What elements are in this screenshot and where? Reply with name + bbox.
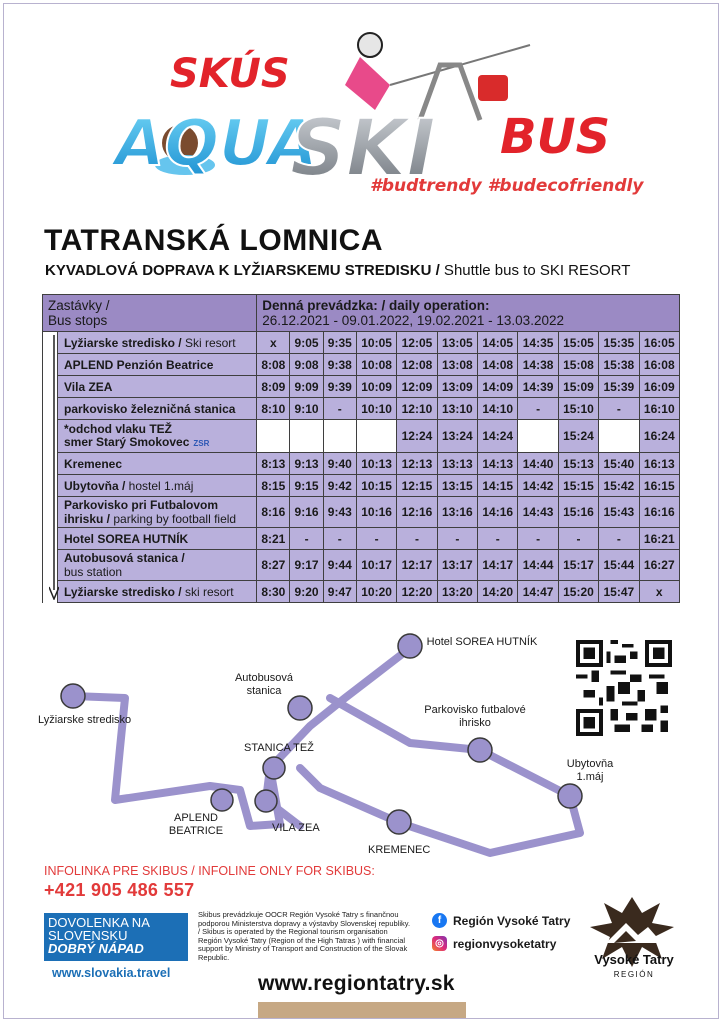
departure-time-cell: 8:21	[257, 528, 290, 550]
stop-name-en: ski resort	[181, 584, 234, 599]
departure-time-cell: 9:10	[290, 398, 323, 420]
timetable-row	[43, 528, 680, 550]
operator-note: Skibus prevádzkuje OOCR Región Vysoké Tatry s finančnou podporou Ministerstva dopravy a výstavby Slovenskej republiky. / Skibus is operated by the Regional tourism organisation Región Vysoké Tatry (Region of the High Tatras ) with financial support by Ministry of Transport and Construction of the Slovak Republic.	[198, 910, 411, 962]
departure-time-cell: -	[290, 528, 323, 550]
stop-bus-station	[288, 696, 312, 720]
departure-time-cell: 15:47	[599, 581, 639, 603]
stop-name-cell	[58, 497, 257, 528]
instagram-icon: ◎	[432, 936, 447, 951]
timetable-row	[43, 497, 680, 528]
facebook-label: Región Vysoké Tatry	[453, 913, 571, 928]
stop-hotel-sorea	[398, 634, 422, 658]
departure-time-cell: 9:44	[323, 550, 356, 581]
badge-line-1: DOVOLENKA NA	[48, 915, 150, 930]
departure-time-cell: 14:42	[518, 475, 558, 497]
header-stops	[43, 295, 257, 332]
direction-arrow-icon	[49, 335, 59, 600]
departure-time-cell: 8:08	[257, 354, 290, 376]
departure-time-cell: 9:42	[323, 475, 356, 497]
stop-name-cell	[58, 376, 257, 398]
stop-name-sk: Parkovisko pri Futbalovom	[64, 498, 219, 512]
departure-time-cell: 14:47	[518, 581, 558, 603]
stop-hostel	[558, 784, 582, 808]
departure-time-cell: 14:15	[478, 475, 518, 497]
departure-time-cell: 15:10	[558, 398, 598, 420]
stop-name-cell	[58, 581, 257, 603]
timetable-row	[43, 420, 680, 453]
departure-time-cell: 15:20	[558, 581, 598, 603]
subtitle-en: Shuttle bus to SKI RESORT	[439, 262, 631, 279]
departure-time-cell: -	[558, 528, 598, 550]
departure-time-cell: 9:47	[323, 581, 356, 603]
departure-time-cell: 12:17	[397, 550, 437, 581]
page-title: TATRANSKÁ LOMNICA	[44, 224, 384, 257]
departure-time-cell: 15:39	[599, 376, 639, 398]
departure-time-cell: 12:13	[397, 453, 437, 475]
departure-time-cell	[599, 420, 639, 453]
departure-time-cell: 10:13	[356, 453, 396, 475]
timetable-row	[43, 376, 680, 398]
website-link[interactable]: www.regiontatry.sk	[258, 972, 455, 995]
departure-time-cell: 15:44	[599, 550, 639, 581]
stop-name-en: Ski resort	[181, 335, 236, 350]
departure-time-cell: 16:05	[639, 332, 679, 354]
departure-time-cell: 15:08	[558, 354, 598, 376]
departure-time-cell: 13:10	[437, 398, 477, 420]
departure-time-cell: 14:05	[478, 332, 518, 354]
departure-time-cell: -	[323, 398, 356, 420]
departure-time-cell: 15:24	[558, 420, 598, 453]
departure-time-cell: 13:17	[437, 550, 477, 581]
departure-time-cell	[356, 420, 396, 453]
departure-time-cell: 10:20	[356, 581, 396, 603]
departure-time-cell: 16:10	[639, 398, 679, 420]
departure-time-cell: 8:15	[257, 475, 290, 497]
departure-time-cell: 8:13	[257, 453, 290, 475]
timetable-row	[43, 475, 680, 497]
departure-time-cell: -	[437, 528, 477, 550]
departure-time-cell: 16:21	[639, 528, 679, 550]
header-stops-en: Bus stops	[48, 313, 108, 328]
departure-time-cell: 14:10	[478, 398, 518, 420]
departure-time-cell: 14:17	[478, 550, 518, 581]
departure-time-cell: 9:08	[290, 354, 323, 376]
departure-time-cell: -	[518, 398, 558, 420]
infoline-phone[interactable]: +421 905 486 557	[44, 880, 195, 900]
departure-time-cell: 10:15	[356, 475, 396, 497]
stop-name-en: bus station	[64, 565, 123, 579]
departure-time-cell: 14:39	[518, 376, 558, 398]
departure-time-cell: 14:20	[478, 581, 518, 603]
departure-time-cell: 14:40	[518, 453, 558, 475]
map-label-bus-station: Autobusová stanica	[234, 672, 294, 697]
departure-time-cell: -	[478, 528, 518, 550]
stop-parking-football	[468, 738, 492, 762]
stop-name-sk: Ubytovňa /	[64, 478, 126, 493]
departure-time-cell: 9:39	[323, 376, 356, 398]
departure-time-cell: 12:10	[397, 398, 437, 420]
departure-time-cell: 15:13	[558, 453, 598, 475]
stop-stanica-tez	[263, 757, 285, 779]
departure-time-cell: 13:05	[437, 332, 477, 354]
map-label-stanica-tez: STANICA TEŽ	[244, 742, 314, 754]
badge-line-3: DOBRÝ NÁPAD	[48, 941, 144, 956]
departure-time-cell: 12:24	[397, 420, 437, 453]
stop-name-cell	[58, 475, 257, 497]
region-name: Vysoké Tatry	[594, 952, 674, 967]
stop-kremenec	[387, 810, 411, 834]
stop-name-cell	[58, 453, 257, 475]
svg-text:SKI: SKI	[290, 104, 436, 194]
slovakia-travel-link[interactable]: www.slovakia.travel	[52, 966, 171, 980]
timetable-row	[43, 332, 680, 354]
stop-name-sk: APLEND Penzión Beatrice	[64, 357, 214, 372]
stop-name-sk-line2: smer Starý Smokovec	[64, 434, 190, 449]
departure-time-cell: 14:38	[518, 354, 558, 376]
map-label-hostel: Ubytovňa 1.máj	[566, 758, 614, 783]
timetable-row	[43, 354, 680, 376]
departure-time-cell: 9:05	[290, 332, 323, 354]
stop-name-cell	[58, 550, 257, 581]
header-operation-dates: 26.12.2021 - 09.01.2022, 19.02.2021 - 13.03.2022	[262, 313, 564, 328]
departure-time-cell: 14:35	[518, 332, 558, 354]
departure-time-cell: 14:08	[478, 354, 518, 376]
departure-time-cell: 8:10	[257, 398, 290, 420]
stop-name-sk: Kremenec	[64, 456, 123, 471]
departure-time-cell: x	[257, 332, 290, 354]
svg-text:BUS: BUS	[500, 109, 611, 165]
departure-time-cell: 16:15	[639, 475, 679, 497]
departure-time-cell: -	[323, 528, 356, 550]
departure-time-cell: 9:16	[290, 497, 323, 528]
qr-code[interactable]	[576, 640, 672, 736]
departure-time-cell: 13:24	[437, 420, 477, 453]
stop-name-sk: Lyžiarske stredisko /	[64, 335, 182, 350]
departure-time-cell: 9:20	[290, 581, 323, 603]
stop-name-sk: Hotel SOREA HUTNÍK	[64, 531, 189, 546]
stop-ski-resort	[61, 684, 85, 708]
departure-time-cell: 9:40	[323, 453, 356, 475]
timetable-row	[43, 453, 680, 475]
departure-time-cell: 10:10	[356, 398, 396, 420]
departure-time-cell: 13:20	[437, 581, 477, 603]
departure-time-cell: 15:09	[558, 376, 598, 398]
departure-time-cell: 15:42	[599, 475, 639, 497]
departure-time-cell: 16:13	[639, 453, 679, 475]
departure-time-cell: 14:13	[478, 453, 518, 475]
stop-name-en: parking by football field	[110, 512, 237, 526]
departure-time-cell: -	[599, 398, 639, 420]
departure-time-cell: 14:43	[518, 497, 558, 528]
departure-time-cell: -	[397, 528, 437, 550]
departure-time-cell: 8:16	[257, 497, 290, 528]
instagram-label: regionvysoketatry	[453, 936, 557, 951]
departure-time-cell: 12:20	[397, 581, 437, 603]
stop-name-cell	[58, 398, 257, 420]
stop-name-sk: *odchod vlaku TEŽ	[64, 421, 173, 436]
stop-name-sk: Vila ZEA	[64, 379, 113, 394]
departure-time-cell: 9:43	[323, 497, 356, 528]
departure-time-cell: 10:16	[356, 497, 396, 528]
stop-name-sk-line2: ihrisku /	[64, 512, 111, 526]
departure-time-cell: 14:16	[478, 497, 518, 528]
departure-time-cell: 16:09	[639, 376, 679, 398]
header-stops-sk: Zastávky /	[48, 298, 110, 313]
departure-time-cell: 14:09	[478, 376, 518, 398]
stop-name-en: hostel 1.máj	[125, 478, 194, 493]
departure-time-cell: 15:38	[599, 354, 639, 376]
header-operation-label: Denná prevádzka: / daily operation:	[262, 298, 490, 313]
header-operation	[257, 295, 680, 332]
stop-aplend-beatrice	[211, 789, 233, 811]
departure-time-cell: 15:35	[599, 332, 639, 354]
departure-time-cell: x	[639, 581, 679, 603]
departure-time-cell: 16:24	[639, 420, 679, 453]
slovakia-travel-badge[interactable]	[44, 913, 188, 961]
departure-time-cell: 15:16	[558, 497, 598, 528]
departure-time-cell: -	[518, 528, 558, 550]
departure-time-cell: -	[356, 528, 396, 550]
facebook-icon: f	[432, 913, 447, 928]
map-label-aplend-beatrice: APLEND BEATRICE	[168, 812, 224, 837]
timetable-row	[43, 398, 680, 420]
instagram-link[interactable]	[432, 936, 556, 951]
departure-time-cell: 10:17	[356, 550, 396, 581]
departure-time-cell: 9:38	[323, 354, 356, 376]
departure-time-cell	[290, 420, 323, 453]
timetable-row	[43, 581, 680, 603]
departure-time-cell	[257, 420, 290, 453]
departure-time-cell: 13:08	[437, 354, 477, 376]
departure-time-cell	[518, 420, 558, 453]
departure-time-cell: 9:17	[290, 550, 323, 581]
departure-time-cell: 12:05	[397, 332, 437, 354]
cable-car-icon	[478, 75, 508, 101]
timetable-row	[43, 550, 680, 581]
timetable	[42, 294, 680, 603]
departure-time-cell: 10:05	[356, 332, 396, 354]
departure-time-cell: 9:35	[323, 332, 356, 354]
region-sub: REGIÓN	[613, 970, 655, 979]
departure-time-cell	[323, 420, 356, 453]
route-map	[30, 628, 630, 868]
stop-name-sk: Lyžiarske stredisko /	[64, 584, 182, 599]
departure-time-cell: 16:16	[639, 497, 679, 528]
departure-time-cell: 13:15	[437, 475, 477, 497]
departure-time-cell: 15:05	[558, 332, 598, 354]
map-label-kremenec: KREMENEC	[368, 844, 431, 856]
departure-time-cell: 12:16	[397, 497, 437, 528]
facebook-link[interactable]	[432, 913, 570, 928]
departure-time-cell: 13:09	[437, 376, 477, 398]
map-label-hotel-sorea: Hotel SOREA HUTNÍK	[426, 636, 538, 648]
departure-time-cell: 13:13	[437, 453, 477, 475]
departure-time-cell: 10:08	[356, 354, 396, 376]
departure-time-cell: 15:15	[558, 475, 598, 497]
departure-time-cell: 12:09	[397, 376, 437, 398]
departure-time-cell: 16:08	[639, 354, 679, 376]
departure-time-cell: -	[599, 528, 639, 550]
departure-time-cell: 8:09	[257, 376, 290, 398]
departure-time-cell: 13:16	[437, 497, 477, 528]
page-subtitle	[45, 262, 630, 279]
departure-time-cell: 9:13	[290, 453, 323, 475]
departure-time-cell: 8:30	[257, 581, 290, 603]
departure-time-cell: 14:44	[518, 550, 558, 581]
zsr-train-icon: ZSR	[193, 438, 210, 448]
map-label-ski-resort: Lyžiarske stredisko	[38, 714, 132, 726]
stop-name-sk: Autobusová stanica /	[64, 551, 185, 565]
departure-time-cell: 10:09	[356, 376, 396, 398]
departure-time-cell: 16:27	[639, 550, 679, 581]
departure-time-cell: 15:17	[558, 550, 598, 581]
stop-vila-zea	[255, 790, 277, 812]
departure-time-cell: 9:15	[290, 475, 323, 497]
departure-time-cell: 9:09	[290, 376, 323, 398]
svg-text:AQUA: AQUA	[115, 107, 318, 181]
stop-name-cell	[58, 354, 257, 376]
departure-time-cell: 12:08	[397, 354, 437, 376]
subtitle-sk: KYVADLOVÁ DOPRAVA K LYŽIARSKEMU STREDISKU /	[45, 262, 440, 279]
hashtags: #budtrendy #budecofriendly	[370, 176, 644, 196]
departure-time-cell: 14:24	[478, 420, 518, 453]
stop-name-cell	[58, 332, 257, 354]
stop-name-cell	[58, 528, 257, 550]
infoline-label: INFOLINKA PRE SKIBUS / INFOLINE ONLY FOR SKIBUS:	[44, 864, 375, 878]
map-label-parking-football: Parkovisko futbalové ihrisko	[424, 704, 526, 729]
departure-time-cell: 8:27	[257, 550, 290, 581]
departure-time-cell: 15:40	[599, 453, 639, 475]
map-label-vila-zea: VILA ZEA	[272, 822, 320, 834]
svg-text:SKÚS: SKÚS	[170, 51, 290, 97]
badge-line-2: SLOVENSKU	[48, 928, 128, 943]
stop-name-sk: parkovisko železničná stanica	[64, 401, 236, 416]
departure-time-cell: 12:15	[397, 475, 437, 497]
departure-time-cell: 15:43	[599, 497, 639, 528]
stop-name-cell	[58, 420, 257, 453]
footer-band	[258, 1002, 466, 1018]
